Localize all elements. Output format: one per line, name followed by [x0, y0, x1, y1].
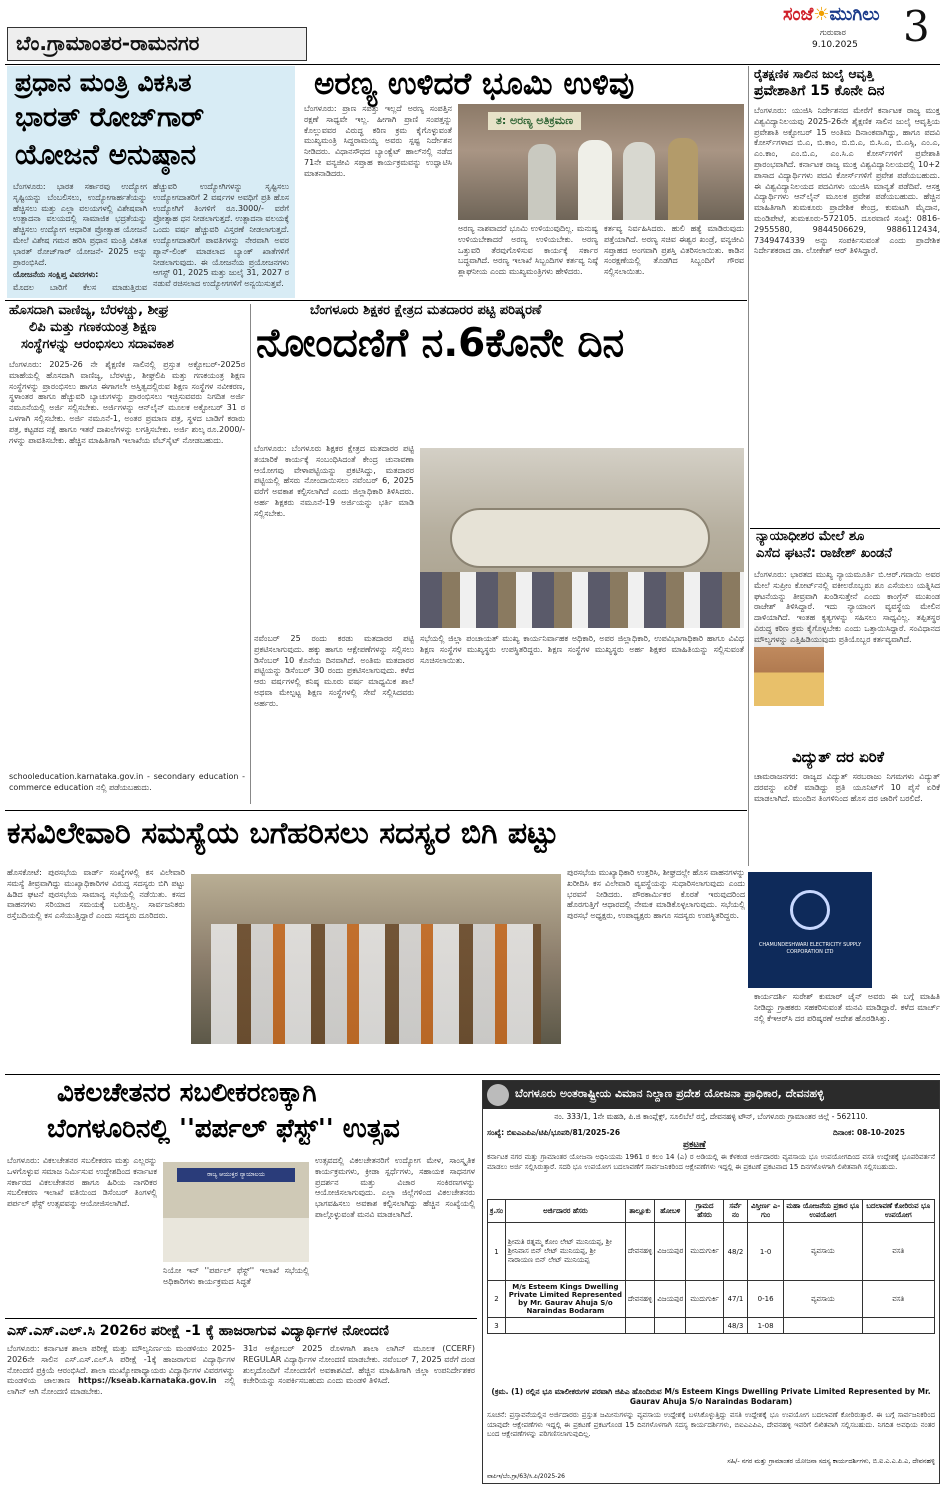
- body-col1: ಬೆಂಗಳೂರು: ಪ್ರಾಣ ಸಪತ್ತು ಇಲ್ಲದೆ ಅರಣ್ಯ ಸಂಪತ್ತಿನ ರಕ್ಷಣೆ ಸಾಧ್ಯವೇ ಇಲ್ಲ. ಹೀಗಾಗಿ ಪ್ರಾಣಿ ಸಂಪತ್ತನ್ನು ಕೊಲ್ಲುವವರ ವಿರುದ್ಧ ಕಠಿಣ ಕ್ರಮ ಕೈಗೊಳ್ಳುವಂತೆ ಮುಖ್ಯಮಂತ್ರಿ ಸಿದ್ದರಾಮಯ್ಯ ಅವರು ಸ್ಪಷ್ಟ ನಿರ್ದೇಶನ ನೀಡಿದರು. ವಿಧಾನಸೌಧದ ಬ್ಯಾಂಕ್ವೆಟ್ ಹಾಲ್‌ನಲ್ಲಿ ನಡೆದ 71ನೇ ವನ್ಯಜೀವಿ ಸಪ್ತಾಹ ಕಾರ್ಯಕ್ರಮವನ್ನು ಉದ್ಘಾಟಿಸಿ ಮಾತನಾಡಿದರು.: [304, 104, 452, 178]
- body-col1: ಬೆಂಗಳೂರು: ಬೆಂಗಳೂರು ಶಿಕ್ಷಕರ ಕ್ಷೇತ್ರದ ಮತದಾರರ ಪಟ್ಟಿ ತಯಾರಿಕೆ ಕಾರ್ಯಕ್ಕೆ ಸಂಬಂಧಿಸಿದಂತೆ ಕೇಂದ್ರ ಚುನಾವಣಾ ಆಯೋಗವು ವೇಳಾಪಟ್ಟಿಯನ್ನು ಪ್ರಕಟಿಸಿದ್ದು, ಮತದಾರರ ಪಟ್ಟಿಯಲ್ಲಿ ಹೆಸರು ನೋಂದಾಯಿಸಲು ನವೆಂಬರ್ 6, 2025 ವರೆಗೆ ಅವಕಾಶ ಕಲ್ಪಿಸಲಾಗಿದೆ ಎಂದು ಜಿಲ್ಲಾಧಿಕಾರಿ ತಿಳಿಸಿದರು. ಅರ್ಹ ಶಿಕ್ಷಕರು ನಮೂನೆ-19 ಅರ್ಜಿಯನ್ನು ಭರ್ತಿ ಮಾಡಿ ಸಲ್ಲಿಸಬೇಕು.: [254, 444, 414, 518]
- column-header: ಅರ್ಜಿದಾರರ ಹೆಸರು: [505, 1200, 625, 1223]
- story-ksou: [752, 66, 942, 526]
- council-photo: [191, 874, 561, 1044]
- cell-survey: 48/2: [723, 1223, 747, 1281]
- headline-line2: ಎಸೆದ ಘಟನೆ: ರಾಜೇಶ್ ಖಂಡನೆ: [756, 546, 892, 561]
- body-col2: ನವೆಂಬರ್ 25 ರಂದು ಕರಡು ಮತದಾರರ ಪಟ್ಟಿ ಪ್ರಕಟಿಸಲಾಗುವುದು. ಹಕ್ಕು ಹಾಗೂ ಆಕ್ಷೇಪಣೆಗಳನ್ನು ಸಲ್ಲಿಸಲು ಡಿಸೆಂಬರ್ 10 ಕೊನೆಯ ದಿನವಾಗಿದೆ. ಅಂತಿಮ ಮತದಾರರ ಪಟ್ಟಿಯನ್ನು ಡಿಸೆಂಬರ್ 30 ರಂದು ಪ್ರಕಟಿಸಲಾಗುವುದು. ಕಳೆದ ಆರು ವರ್ಷಗಳಲ್ಲಿ ಕನಿಷ್ಠ ಮೂರು ವರ್ಷ ಮಾಧ್ಯಮಿಕ ಶಾಲೆ ಅಥವಾ ಮೇಲ್ಪಟ್ಟ ಶಿಕ್ಷಣ ಸಂಸ್ಥೆಗಳಲ್ಲಿ ಸೇವೆ ಸಲ್ಲಿಸಿದವರು ಅರ್ಹರು.: [254, 634, 414, 708]
- table-row: [488, 1318, 935, 1334]
- body-col2: ಉತ್ಸವದಲ್ಲಿ ವಿಕಲಚೇತನರಿಗೆ ಉದ್ಯೋಗ ಮೇಳ, ಸಾಂಸ್ಕೃತಿಕ ಕಾರ್ಯಕ್ರಮಗಳು, ಕ್ರೀಡಾ ಸ್ಪರ್ಧೆಗಳು, ಸಹಾಯಕ ಸಾಧನಗಳ ಪ್ರದರ್ಶನ ಮತ್ತು ವಿಚಾರ ಸಂಕಿರಣಗಳನ್ನು ಆಯೋಜಿಸಲಾಗುವುದು. ಎಲ್ಲಾ ಜಿಲ್ಲೆಗಳಿಂದ ವಿಕಲಚೇತನರು ಭಾಗವಹಿಸಲು ಅವಕಾಶ ಕಲ್ಪಿಸಲಾಗಿದ್ದು ಹೆಚ್ಚಿನ ಸಂಖ್ಯೆಯಲ್ಲಿ ಪಾಲ್ಗೊಳ್ಳುವಂತೆ ಮನವಿ ಮಾಡಲಾಗಿದೆ.: [315, 1156, 475, 1219]
- person-figure: [623, 142, 655, 220]
- divider: [5, 1074, 940, 1075]
- sun-icon: ☀: [813, 4, 830, 25]
- body-col2: 31ರ ಅಕ್ಟೋಬರ್ 2025 ರೊಳಗಾಗಿ ಶಾಲಾ ಲಾಗಿನ್ ಮೂಲಕ (CCERF) REGULAR ವಿದ್ಯಾರ್ಥಿಗಳ ನೋಂದಣಿ ಮಾಡಬೇಕು. ನವೆಂಬರ್ 7, 2025 ವರೆಗೆ ದಂಡ ಶುಲ್ಕದೊಂದಿಗೆ ನೋಂದಣಿಗೆ ಅವಕಾಶವಿದೆ. ಹೆಚ್ಚಿನ ಮಾಹಿತಿಗಾಗಿ ಜಿಲ್ಲಾ ಉಪನಿರ್ದೇಶಕರ ಕಚೇರಿಯನ್ನು ಸಂಪರ್ಕಿಸಬಹುದು ಎಂದು ಮಂಡಳಿ ತಿಳಿಸಿದೆ.: [243, 1344, 475, 1386]
- body: ಚಾಮರಾಜನಗರ: ರಾಜ್ಯದ ವಿದ್ಯುತ್ ಸರಬರಾಜು ನಿಗಮಗಳು ವಿದ್ಯುತ್ ದರವನ್ನು ಏರಿಕೆ ಮಾಡಿದ್ದು ಪ್ರತಿ ಯೂನಿಟ್‌ಗೆ 10 ಪೈಸೆ ಏರಿಕೆ ಮಾಡಲಾಗಿದೆ. ಮುಂದಿನ ತಿಂಗಳಿನಿಂದ ಹೊಸ ದರ ಜಾರಿಗೆ ಬರಲಿದೆ.: [754, 772, 940, 803]
- page-number: 3: [903, 2, 930, 51]
- column-header: ವಿಸ್ತೀರ್ಣ ಎ-ಗುಂ: [748, 1200, 784, 1223]
- body-col1: ಹೊಸಕೋಟೆ: ಪುರಸಭೆಯ ವಾರ್ಡ್ ಸಂಖ್ಯೆಗಳಲ್ಲಿ ಕಸ ವಿಲೇವಾರಿ ಸಮಸ್ಯೆ ತೀವ್ರವಾಗಿದ್ದು ಮುಖ್ಯಾಧಿಕಾರಿಗಳ ವಿರುದ್ಧ ಸದಸ್ಯರು ಬಿಗಿ ಪಟ್ಟು ಹಿಡಿದ ಘಟನೆ ಪುರಸಭೆಯ ಸಾಮಾನ್ಯ ಸಭೆಯಲ್ಲಿ ನಡೆಯಿತು. ಕಸದ ವಾಹನಗಳು ಸರಿಯಾದ ಸಮಯಕ್ಕೆ ಬರುತ್ತಿಲ್ಲ. ಸಾರ್ವಜನಿಕರು ರಸ್ತೆಬದಿಯಲ್ಲಿ ಕಸ ಎಸೆಯುತ್ತಿದ್ದಾರೆ ಎಂದು ಸದಸ್ಯರು ದೂರಿದರು.: [7, 868, 185, 921]
- url-link[interactable]: https://kseab.karnataka.gov.in: [78, 1376, 217, 1386]
- notice-title: ಬೆಂಗಳೂರು ಅಂತರಾಷ್ಟ್ರೀಯ ವಿಮಾನ ನಿಲ್ದಾಣ ಪ್ರದೇಶ ಯೋಜನಾ ಪ್ರಾಧಿಕಾರ, ದೇವನಹಳ್ಳಿ: [515, 1087, 824, 1100]
- notice-signature: ಸಹಿ/- ನಗರ ಮತ್ತು ಗ್ರಾಮಾಂತರ ಯೋಜನಾ ಸದಸ್ಯ ಕಾರ್ಯದರ್ಶಿಗಳು, ಬಿ.ಐ.ಎ.ಎ.ಪಿ.ಎ, ದೇವನಹಳ್ಳಿ: [727, 1457, 935, 1465]
- cell-taluk: [625, 1318, 654, 1334]
- notice-dipr: ವಾಪಿಇ/ಬೆಂ.ಗ್ರಾ/63/ಸಿ.ಪಿ/2025-26: [487, 1473, 565, 1480]
- notice-footnote: (ಕ್ರಮ. (1) ರಲ್ಲಿನ ಭೂ ಮಾಲೀಕರುಗಳ ಪರವಾಗಿ ಜಿಪಿಎ ಹೊಂದಿರುವ M/s Esteem Kings Dwelling Private Limited Represented by Mr. Gaurav Ahuja S/o Naraindas Bodaram): [491, 1387, 931, 1406]
- column-divider: [250, 304, 251, 804]
- body2: ಕಾರ್ಯದರ್ಶಿ ಸುರೇಶ್ ಕುಮಾರ್ ಜೈನ್ ಅವರು ಈ ಬಗ್ಗೆ ಮಾಹಿತಿ ನೀಡಿದ್ದು ಗ್ರಾಹಕರು ಸಹಕರಿಸುವಂತೆ ಮನವಿ ಮಾಡಿದ್ದಾರೆ. ಕಳೆದ ಮಾರ್ಚ್ ನಲ್ಲಿ ಕೆಇಆರ್‌ಸಿ ದರ ಪರಿಷ್ಕರಣೆ ಆದೇಶ ಹೊರಡಿಸಿತ್ತು.: [754, 992, 940, 1023]
- meeting-photo: [163, 1162, 309, 1262]
- cell-change: [862, 1318, 934, 1334]
- cell-taluk: ದೇವನಹಳ್ಳಿ: [625, 1281, 654, 1318]
- headline: ಪ್ರವೇಶಾತಿಗೆ 15 ಕೊನೇ ದಿನ: [754, 83, 885, 99]
- notice-date: ದಿನಾಂಕ: 08-10-2025: [833, 1128, 905, 1137]
- headline-line3: ಸಂಸ್ಥೆಗಳನ್ನು ಆರಂಭಿಸಲು ಸದಾವಕಾಶ: [21, 337, 174, 352]
- masthead-logo: [783, 4, 901, 28]
- column-header: ಹೋಬಳಿ: [655, 1200, 686, 1223]
- headline-line1: ಹೊಸದಾಗಿ ವಾಣಿಜ್ಯ, ಬೆರಳಚ್ಚು, ಶೀಘ್ರ: [9, 303, 169, 318]
- cell-no: 1: [488, 1223, 506, 1281]
- cell-landuse: ವ್ಯವಸಾಯ: [784, 1281, 862, 1318]
- cell-area: 1-0: [748, 1223, 784, 1281]
- story-sslc-registration: [7, 1320, 477, 1488]
- headline: ನೋಂದಣಿಗೆ ನ.6ಕೊನೇ ದಿನ: [256, 321, 625, 366]
- divider: [5, 1318, 477, 1319]
- column-header: ಕ್ರ.ಸಂ: [488, 1200, 506, 1223]
- logo-left: ಸಂಜೆ: [783, 4, 814, 25]
- people-group: [211, 924, 541, 1044]
- cell-no: 2: [488, 1281, 506, 1318]
- masthead-day: ಗುರುವಾರ: [820, 28, 846, 37]
- story-purple-fest: [7, 1078, 477, 1316]
- masthead-date: 9.10.2025: [812, 40, 858, 50]
- divider: [5, 300, 747, 301]
- divider: [5, 810, 747, 811]
- headline-line1: ವಿಕಲಚೇತನರ ಸಬಲೀಕರಣಕ್ಕಾಗಿ: [57, 1078, 317, 1108]
- body-text: ನಲ್ಲಿ ಲಾಗಿನ್ ಆಗಿ ನೋಂದಣಿ ಮಾಡಬೇಕು.: [7, 1376, 235, 1397]
- headline-line2: ಲಿಪಿ ಮತ್ತು ಗಣಕಯಂತ್ರ ಶಿಕ್ಷಣ: [29, 320, 157, 335]
- body-col2: ಅರಣ್ಯ ನಾಶವಾದರೆ ಭೂಮಿ ಉಳಿಯುವುದಿಲ್ಲ. ಮನುಷ್ಯ ಉಳಿಯಬೇಕಾದರೆ ಅರಣ್ಯ ಉಳಿಯಬೇಕು. ಅರಣ್ಯ ಒತ್ತುವರಿ ತೆರವುಗೊಳಿಸುವ ಕಾರ್ಯಕ್ಕೆ ಸರ್ಕಾರ ಬದ್ಧವಾಗಿದೆ. ಅರಣ್ಯ ಇಲಾಖೆ ಸಿಬ್ಬಂದಿಗಳ ಕರ್ತವ್ಯ ನಿಷ್ಠೆ ಶ್ಲಾಘನೀಯ ಎಂದು ಮುಖ್ಯಮಂತ್ರಿಗಳು ಹೇಳಿದರು.: [458, 224, 598, 277]
- person-figure: [668, 138, 698, 220]
- headline-line1: ಪ್ರಧಾನ ಮಂತ್ರಿ ವಿಕಸಿತ: [15, 68, 192, 97]
- cesc-emblem-icon: [790, 890, 830, 930]
- meeting-photo: [420, 448, 744, 628]
- body: ಬೆಂಗಳೂರು: ಯುಜಿಸಿ ನಿರ್ದೇಶನದ ಮೇರೆಗೆ ಕರ್ನಾಟಕ ರಾಜ್ಯ ಮುಕ್ತ ವಿಶ್ವವಿದ್ಯಾನಿಲಯವು 2025-26ನೇ ಶೈಕ್ಷಣಿಕ ಸಾಲಿನ ಜುಲೈ ಆವೃತ್ತಿಯ ಪ್ರವೇಶಾತಿ ಅಕ್ಟೋಬರ್ 15 ಅಂತಿಮ ದಿನಾಂಕವಾಗಿದ್ದು, ಹಾಗೂ ಪದವಿ ಕೋರ್ಸ್‌ಗಳಾದ ಬಿ.ಎ, ಬಿ.ಕಾಂ, ಬಿ.ಬಿ.ಎ, ಬಿ.ಸಿ.ಎ, ಬಿ.ಎಸ್ಸಿ, ಎಂ.ಎ, ಎಂ.ಕಾಂ, ಎಂ.ಬಿ.ಎ, ಎಂ.ಸಿ.ಎ ಕೋರ್ಸ್‌ಗಳಿಗೆ ಪ್ರವೇಶಾತಿ ಪ್ರಾರಂಭವಾಗಿದೆ. ಕರ್ನಾಟಕ ರಾಜ್ಯ ಮುಕ್ತ ವಿಶ್ವವಿದ್ಯಾನಿಲಯದಲ್ಲಿ 10+2 ಪಾಸಾದ ವಿದ್ಯಾರ್ಥಿಗಳು ಪದವಿ ಕೋರ್ಸ್‌ಗಳಿಗೆ ಪ್ರವೇಶ ಪಡೆಯಬಹುದು. ಈ ವಿಶ್ವವಿದ್ಯಾನಿಲಯದ ಪದವಿಗಳು ಯುಜಿಸಿ ಮಾನ್ಯತೆ ಪಡೆದಿವೆ. ಆಸಕ್ತ ವಿದ್ಯಾರ್ಥಿಗಳು ಆನ್‌ಲೈನ್ ಮೂಲಕ ಪ್ರವೇಶ ಪಡೆಯಬಹುದು. ಹೆಚ್ಚಿನ ಮಾಹಿತಿಗಾಗಿ ತುಮಕೂರು ಪ್ರಾದೇಶಿಕ ಕೇಂದ್ರ, ಕುಮಟಗಿ ಮೈದಾನ, ಮಂಡಿಪೇಟೆ, ತುಮಕೂರು-572105. ದೂರವಾಣಿ ಸಂಖ್ಯೆ: 0816-2955580, 9844506629, 9886112434, 7349474339 ಅನ್ನು ಸಂಪರ್ಕಿಸುವಂತೆ ಎಂದು ಪ್ರಾದೇಶಿಕ ನಿರ್ದೇಶಕರಾದ ಡಾ. ಲೋಕೇಶ್ ಆರ್ ತಿಳಿಸಿದ್ದಾರೆ.: [754, 106, 940, 256]
- cesc-caption: CHAMUNDESHWARI ELECTRICITY SUPPLY CORPORATION LTD: [758, 942, 862, 955]
- column-header: ತಾಲ್ಲೂಕು: [625, 1200, 654, 1223]
- body-col1: ಬೆಂಗಳೂರು: ವಿಕಲಚೇತನರ ಸಬಲೀಕರಣ ಮತ್ತು ಎಲ್ಲರನ್ನು ಒಳಗೊಳ್ಳುವ ಸಮಾಜ ನಿರ್ಮಿಸುವ ಉದ್ದೇಶದಿಂದ ಕರ್ನಾಟಕ ಸರ್ಕಾರದ ವಿಕಲಚೇತನರ ಹಾಗೂ ಹಿರಿಯ ನಾಗರಿಕರ ಸಬಲೀಕರಣ ಇಲಾಖೆ ವತಿಯಿಂದ ಡಿಸೆಂಬರ್ ತಿಂಗಳಲ್ಲಿ ಪರ್ಪಲ್ ಫೆಸ್ಟ್ ಉತ್ಸವವನ್ನು ಆಯೋಜಿಸಲಾಗಿದೆ.: [7, 1156, 157, 1209]
- body: ಬೆಂಗಳೂರು: 2025-26 ನೇ ಶೈಕ್ಷಣಿಕ ಸಾಲಿನಲ್ಲಿ ಪ್ರಸ್ತುತ ಅಕ್ಟೋಬರ್-2025ರ ಮಾಹೆಯಲ್ಲಿ ಹೊಸದಾಗಿ ವಾಣಿಜ್ಯ, ಬೆರಳಚ್ಚು, ಶೀಘ್ರಲಿಪಿ ಮತ್ತು ಗಣಕಯಂತ್ರ ಶಿಕ್ಷಣ ಸಂಸ್ಥೆಗಳನ್ನು ಪ್ರಾರಂಭಿಸಲು ಹಾಗೂ ಈಗಾಗಲೇ ಅಸ್ತಿತ್ವದಲ್ಲಿರುವ ಶಿಕ್ಷಣ ಸಂಸ್ಥೆಗಳ ನವೀಕರಣ, ಸ್ಥಳಾಂತರ ಹಾಗೂ ಹೆಚ್ಚುವರಿ ಬ್ಯಾಚುಗಳನ್ನು ಪ್ರಾರಂಭಿಸಲು ಇಚ್ಛಿಸುವವರು ನಿಗದಿತ ಅರ್ಜಿ ನಮೂನೆಯಲ್ಲಿ ಅರ್ಜಿ ಸಲ್ಲಿಸಬೇಕು. ಅರ್ಜಿಗಳನ್ನು ಆನ್‌ಲೈನ್ ಮೂಲಕ ಅಕ್ಟೋಬರ್ 31 ರ ಒಳಗಾಗಿ ಸಲ್ಲಿಸಬೇಕು. ಅರ್ಜಿ ನಮೂನೆ-1, ಅಂತರ ಪ್ರಮಾಣ ಪತ್ರ, ಸ್ಥಳದ ಬಾಡಿಗೆ ಕರಾರು ಪತ್ರ, ಕಟ್ಟಡದ ನಕ್ಷೆ ಹಾಗೂ ಇತರೆ ದಾಖಲೆಗಳನ್ನು ಲಗತ್ತಿಸಬೇಕು. ಅರ್ಜಿ ಶುಲ್ಕ ರೂ.2000/- ಗಳನ್ನು ಪಾವತಿಸಬೇಕು. ಹೆಚ್ಚಿನ ಮಾಹಿತಿಗಾಗಿ ಇಲಾಖೆಯ ವೆಬ್‌ಸೈಟ್ ನೋಡಬಹುದು.: [9, 360, 245, 445]
- person-figure: [578, 140, 612, 220]
- story-forest: [300, 66, 746, 298]
- emblem-icon: [487, 1084, 509, 1106]
- story-commerce-education: [7, 304, 247, 804]
- body-col2: ಪುರಸಭೆಯ ಮುಖ್ಯಾಧಿಕಾರಿ ಉತ್ತರಿಸಿ, ಶೀಘ್ರದಲ್ಲೇ ಹೊಸ ವಾಹನಗಳನ್ನು ಖರೀದಿಸಿ ಕಸ ವಿಲೇವಾರಿ ವ್ಯವಸ್ಥೆಯನ್ನು ಸುಧಾರಿಸಲಾಗುವುದು ಎಂದು ಭರವಸೆ ನೀಡಿದರು. ಪೌರಕಾರ್ಮಿಕರ ಕೊರತೆ ಇರುವುದರಿಂದ ಹೊರಗುತ್ತಿಗೆ ಆಧಾರದಲ್ಲಿ ನೇಮಕ ಮಾಡಿಕೊಳ್ಳಲಾಗುವುದು. ಸಭೆಯಲ್ಲಿ ಪುರಸಭೆ ಅಧ್ಯಕ್ಷರು, ಉಪಾಧ್ಯಕ್ಷರು ಹಾಗೂ ಸದಸ್ಯರು ಉಪಸ್ಥಿತರಿದ್ದರು.: [567, 868, 745, 921]
- cell-village: ಮುದುಗುರ್ಕಿ: [686, 1223, 723, 1281]
- table-shape: [450, 508, 710, 568]
- notice-intro: ಕರ್ನಾಟಕ ನಗರ ಮತ್ತು ಗ್ರಾಮಾಂತರ ಯೋಜನಾ ಅಧಿನಿಯಮ 1961 ರ ಕಲಂ 14 (ಎ) ರ ಅಡಿಯಲ್ಲಿ ಈ ಕೆಳಕಂಡ ಅರ್ಜಿದಾರರು ವ್ಯವಸಾಯ ಭೂ ಉಪಯೋಗದಿಂದ ವಸತಿ ಉದ್ದೇಶಕ್ಕೆ ಭೂಪರಿವರ್ತನೆ ಮಾಡಲು ಅರ್ಜಿ ಸಲ್ಲಿಸಿರುತ್ತಾರೆ. ಸದರಿ ಭೂ ಉಪಯೋಗ ಬದಲಾವಣೆಗೆ ಸಾರ್ವಜನಿಕರಿಂದ ಆಕ್ಷೇಪಣೆಗಳು ಇದ್ದಲ್ಲಿ ಈ ಪ್ರಕಟಣೆ ಪ್ರಕಟವಾದ 15 ದಿನಗಳೊಳಗಾಗಿ ಲಿಖಿತವಾಗಿ ಸಲ್ಲಿಸಬಹುದು.: [487, 1153, 935, 1171]
- kicker: ಬೆಂಗಳೂರು ಶಿಕ್ಷಕರ ಕ್ಷೇತ್ರದ ಮತದಾರರ ಪಟ್ಟಿ ಪರಿಷ್ಕರಣೆ: [310, 303, 542, 318]
- person-figure: [528, 144, 556, 220]
- kicker: ರೈತ‌ಕ್ಷಣಿಕ ಸಾಲಿನ ಜುಲೈ ಆವೃತ್ತಿ: [754, 67, 874, 81]
- cell-village: ಮುದುಗುರ್ಕಿ: [686, 1281, 723, 1318]
- cell-change: ವಸತಿ: [862, 1223, 934, 1281]
- notice-body: ಸೂಚನೆ: ಪ್ರಸ್ತಾವನೆಯಲ್ಲಿನ ಅರ್ಜಿದಾರರು ಪ್ರಸ್ತುತ ಜಮೀನುಗಳನ್ನು ವ್ಯವಸಾಯ ಉದ್ದೇಶಕ್ಕೆ ಬಳಸಿಕೊಳ್ಳುತ್ತಿದ್ದು ವಸತಿ ಉದ್ದೇಶಕ್ಕೆ ಭೂ ಉಪಯೋಗ ಬದಲಾವಣೆ ಕೋರಿರುತ್ತಾರೆ. ಈ ಬಗ್ಗೆ ಸಾರ್ವಜನಿಕರಿಂದ ಯಾವುದೇ ಆಕ್ಷೇಪಣೆಗಳು ಇದ್ದಲ್ಲಿ ಈ ಪ್ರಕಟಣೆ ಪ್ರಕಟಗೊಂಡ 15 ದಿನಗಳೊಳಗಾಗಿ ಸದಸ್ಯ ಕಾರ್ಯದರ್ಶಿಗಳು, ಬಿಐಎಎಪಿಎ, ದೇವನಹಳ್ಳಿ ಇವರಿಗೆ ಲಿಖಿತವಾಗಿ ಸಲ್ಲಿಸಬಹುದು. ನಿಗದಿತ ಅವಧಿಯ ನಂತರ ಬಂದ ಆಕ್ಷೇಪಣೆಗಳನ್ನು ಪರಿಗಣಿಸಲಾಗುವುದಿಲ್ಲ.: [487, 1411, 935, 1438]
- column-divider: [748, 66, 749, 866]
- cell-name: [505, 1318, 625, 1334]
- headline-line3: ಯೋಜನೆ ಅನುಷ್ಠಾನ: [15, 138, 197, 171]
- notice-label: ಪ್ರಕಟಣೆ: [683, 1140, 706, 1150]
- headline-line1: ನ್ಯಾಯಾಧೀಶರ ಮೇಲೆ ಶೂ: [756, 529, 865, 544]
- headline: ಅರಣ್ಯ ಉಳಿದರೆ ಭೂಮಿ ಉಳಿವು: [314, 66, 635, 102]
- cell-name: M/s Esteem Kings Dwelling Private Limited Represented by Mr. Gaurav Ahuja S/o Naraindas Bodaram: [505, 1281, 625, 1318]
- headline-line2: ಭಾರತ್ ರೋಜ್‌ಗಾರ್: [15, 102, 205, 133]
- table-row: [488, 1281, 935, 1318]
- table-header-row: [488, 1200, 935, 1223]
- cesc-logo: [748, 872, 872, 988]
- cell-landuse: [784, 1318, 862, 1334]
- cell-hobli: ವಿಜಯಪುರ: [655, 1223, 686, 1281]
- body: ಬೆಂಗಳೂರು: ಭಾರತದ ಮುಖ್ಯ ನ್ಯಾಯಮೂರ್ತಿ ಬಿ.ಆರ್.ಗವಾಯಿ ಅವರ ಮೇಲೆ ಸುಪ್ರೀಂ ಕೋರ್ಟ್‌ನಲ್ಲಿ ವಕೀಲರೊಬ್ಬರು ಶೂ ಎಸೆಯಲು ಯತ್ನಿಸಿದ ಘಟನೆಯನ್ನು ತೀವ್ರವಾಗಿ ಖಂಡಿಸುತ್ತೇನೆ ಎಂದು ಕಾಂಗ್ರೆಸ್ ಮುಖಂಡ ರಾಜೇಶ್ ತಿಳಿಸಿದ್ದಾರೆ. ಇದು ನ್ಯಾಯಾಂಗ ವ್ಯವಸ್ಥೆಯ ಮೇಲಿನ ದಾಳಿಯಾಗಿದೆ. ಇಂತಹ ಕೃತ್ಯಗಳನ್ನು ಸಹಿಸಲು ಸಾಧ್ಯವಿಲ್ಲ. ತಪ್ಪಿತಸ್ಥರ ವಿರುದ್ಧ ಕಠಿಣ ಕ್ರಮ ಕೈಗೊಳ್ಳಬೇಕು ಎಂದು ಒತ್ತಾಯಿಸಿದ್ದಾರೆ. ಸಂವಿಧಾನದ ಮೌಲ್ಯಗಳನ್ನು ಎತ್ತಿಹಿಡಿಯುವುದು ಪ್ರತಿಯೊಬ್ಬರ ಕರ್ತವ್ಯವಾಗಿದೆ.: [754, 570, 940, 644]
- section-tag: ಬೆಂ.ಗ್ರಾಮಾಂತರ-ರಾಮನಗರ: [7, 27, 307, 61]
- story-teachers-constituency: [254, 304, 746, 804]
- cell-no: 3: [488, 1318, 506, 1334]
- body-col2: ಹೆಚ್ಚುವರಿ ಉದ್ಯೋಗಿಗಳನ್ನು ಸೃಷ್ಟಿಸಲು ಉದ್ಯೋಗದಾತರಿಗೆ 2 ವರ್ಷಗಳ ಅವಧಿಗೆ ಪ್ರತಿ ಹೊಸ ಉದ್ಯೋಗಿಗೆ ತಿಂಗಳಿಗೆ ರೂ.3000/- ವರೆಗೆ ಪ್ರೋತ್ಸಾಹ ಧನ ನೀಡಲಾಗುತ್ತದೆ. ಉತ್ಪಾದನಾ ವಲಯಕ್ಕೆ ಒಂದು ವರ್ಷ ಹೆಚ್ಚುವರಿ ವಿಸ್ತರಣೆ ನೀಡಲಾಗುತ್ತದೆ. ಉದ್ಯೋಗದಾತರಿಗೆ ಪಾವತಿಗಳನ್ನು ನೇರವಾಗಿ ಅವರ ಪ್ಯಾನ್-ಲಿಂಕ್ ಮಾಡಲಾದ ಬ್ಯಾಂಕ್ ಖಾತೆಗಳಿಗೆ ನೀಡಲಾಗುವುದು. ಈ ಯೋಜನೆಯ ಪ್ರಯೋಜನಗಳು ಆಗಸ್ಟ್ 01, 2025 ಮತ್ತು ಜುಲೈ 31, 2027 ರ ನಡುವೆ ರಚಿಸಲಾದ ಉದ್ಯೋಗಗಳಿಗೆ ಅನ್ವಯಿಸುತ್ತವೆ.: [153, 182, 289, 289]
- cell-survey: 48/3: [723, 1318, 747, 1334]
- column-header: ಬದಲಾವಣೆ ಕೋರಿರುವ ಭೂ ಉಪಯೋಗ: [862, 1200, 934, 1223]
- event-photo: [458, 104, 744, 220]
- notice-ref: ಸಂಖ್ಯೆ: ಬಿಐಎಎಪಿಎ/ಟಿಪಿ/ಭೂಪರಿ/81/2025-26: [487, 1128, 621, 1137]
- cell-change: ವಸತಿ: [862, 1281, 934, 1318]
- headline: ಕಸವಿಲೇವಾರಿ ಸಮಸ್ಯೆಯ ಬಗೆಹರಿಸಲು ಸದಸ್ಯರ ಬಿಗಿ ಪಟ್ಟು: [7, 816, 559, 851]
- column-header: ಮಹಾ ಯೋಜನೆಯ ಪ್ರಕಾರ ಭೂ ಉಪಯೋಗ: [784, 1200, 862, 1223]
- sub-heading: ಯೋಜನೆಯ ಸಂಕ್ಷಿಪ್ತ ವಿವರಗಳು:: [13, 270, 99, 280]
- story-garbage-disposal: [7, 814, 747, 1072]
- cell-hobli: ವಿಜಯಪುರ: [655, 1281, 686, 1318]
- column-header: ಗ್ರಾಮದ ಹೆಸರು: [686, 1200, 723, 1223]
- headline: ವಿದ್ಯುತ್ ದರ ಏರಿಕೆ: [792, 748, 885, 766]
- cell-taluk: ದೇವನಹಳ್ಳಿ: [625, 1223, 654, 1281]
- url-text[interactable]: schooleducation.karnataka.gov.in - secondary education - commerce education ನಲ್ಲಿ ಪಡೆಯಬಹುದು.: [9, 772, 245, 792]
- body-text: ಬೆಂಗಳೂರು: ಕರ್ನಾಟಕ ಶಾಲಾ ಪರೀಕ್ಷೆ ಮತ್ತು ಮೌಲ್ಯನಿರ್ಣಯ ಮಂಡಳಿಯು 2025-2026ನೇ ಸಾಲಿನ ಎಸ್.ಎಸ್.ಎಲ್.ಸಿ ಪರೀಕ್ಷೆ -1ಕ್ಕೆ ಹಾಜರಾಗುವ ವಿದ್ಯಾರ್ಥಿಗಳ ನೋಂದಣಿ ಪ್ರಕ್ರಿಯೆ ಆರಂಭಿಸಿದೆ. ಶಾಲಾ ಮುಖ್ಯೋಪಾಧ್ಯಾಯರು ವಿದ್ಯಾರ್ಥಿಗಳ ವಿವರಗಳನ್ನು ಮಂಡಳಿಯ ಜಾಲತಾಣ: [7, 1344, 235, 1386]
- story-electricity: [752, 750, 942, 1066]
- headline: ಎಸ್.ಎಸ್.ಎಲ್.ಸಿ 2026ರ ಪರೀಕ್ಷೆ -1 ಕ್ಕೆ ಹಾಜರಾಗುವ ವಿದ್ಯಾರ್ಥಿಗಳ ನೋಂದಣಿ: [7, 1323, 389, 1339]
- body-col3: ಸಭೆಯಲ್ಲಿ ಜಿಲ್ಲಾ ಪಂಚಾಯತ್ ಮುಖ್ಯ ಕಾರ್ಯನಿರ್ವಾಹಕ ಅಧಿಕಾರಿ, ಅಪರ ಜಿಲ್ಲಾಧಿಕಾರಿ, ಉಪವಿಭಾಗಾಧಿಕಾರಿ ಹಾಗೂ ವಿವಿಧ ಶಿಕ್ಷಣ ಸಂಸ್ಥೆಗಳ ಮುಖ್ಯಸ್ಥರು ಉಪಸ್ಥಿತರಿದ್ದರು. ಶಿಕ್ಷಣ ಸಂಸ್ಥೆಗಳ ಮುಖ್ಯಸ್ಥರು ಅರ್ಹ ಶಿಕ್ಷಕರ ಮಾಹಿತಿಯನ್ನು ಸಲ್ಲಿಸುವಂತೆ ಸೂಚಿಸಲಾಯಿತು.: [420, 634, 744, 665]
- body-col1: [13, 182, 147, 294]
- cell-area: 1-08: [748, 1318, 784, 1334]
- cell-name: ಶ್ರೀಮತಿ ರತ್ನಮ್ಮ ಕೋಂ ಲೇಟ್ ಮುನಿಯಪ್ಪ, ಶ್ರೀ ಶ್ರೀನಿವಾಸ ಬಿನ್ ಲೇಟ್ ಮುನಿಯಪ್ಪ, ಶ್ರೀ ನಾರಾಯಣ ಬಿನ್ ಲೇಟ್ ಮುನಿಯಪ್ಪ: [505, 1223, 625, 1281]
- notice-header: [483, 1081, 939, 1109]
- story-shoe-incident: [752, 530, 942, 746]
- cell-area: 0-16: [748, 1281, 784, 1318]
- photo-banner: ತ: ಅರಣ್ಯ ಅತಿಕ್ರಮಣ: [488, 112, 581, 130]
- cell-survey: 47/1: [723, 1281, 747, 1318]
- table-shape: [163, 1218, 309, 1262]
- body-text: ಮೊದಲ ಬಾರಿಗೆ ಕೆಲಸ ಮಾಡುತ್ತಿರುವ: [13, 283, 147, 293]
- landuse-table: [487, 1199, 935, 1334]
- body-col3: ಕರ್ತವ್ಯ ನಿರ್ವಹಿಸಿದರು. ಹುಲಿ ಹತ್ಯೆ ಮಾಡಿರುವುದು ಪತ್ತೆಯಾಗಿದೆ. ಅರಣ್ಯ ಸಚಿವ ಈಶ್ವರ ಖಂಡ್ರೆ, ವನ್ಯಜೀವಿ ಸಪ್ತಾಹದ ಅಂಗವಾಗಿ ಪ್ರಶಸ್ತಿ ವಿತರಿಸಲಾಯಿತು. ಕಾಡಿನ ಸಂರಕ್ಷಣೆಯಲ್ಲಿ ತೊಡಗಿದ ಸಿಬ್ಬಂದಿಗೆ ಗೌರವ ಸಲ್ಲಿಸಲಾಯಿತು.: [604, 224, 744, 277]
- body-col1: [7, 1344, 235, 1486]
- column-header: ಸರ್ವೆ ನಂ: [723, 1200, 747, 1223]
- top-rule: [5, 64, 940, 65]
- notice-biaapa: [482, 1080, 940, 1484]
- body-text: ಬೆಂಗಳೂರು: ಭಾರತ ಸರ್ಕಾರವು ಉದ್ಯೋಗ ಸೃಷ್ಟಿಯನ್ನು ಬೆಂಬಲಿಸಲು, ಉದ್ಯೋಗಾರ್ಹತೆಯನ್ನು ಹೆಚ್ಚಿಸಲು ಮತ್ತು ಎಲ್ಲಾ ವಲಯಗಳಲ್ಲಿ ವಿಶೇಷವಾಗಿ ಉತ್ಪಾದನಾ ವಲಯದಲ್ಲಿ ಸಾಮಾಜಿಕ ಭದ್ರತೆಯನ್ನು ಹೆಚ್ಚಿಸಲು ಉದ್ಯೋಗ ಆಧಾರಿತ ಪ್ರೋತ್ಸಾಹ ಯೋಜನೆ ಮೇಲೆ ವಿಶೇಷ ಗಮನ ಹರಿಸಿ ಪ್ರಧಾನ ಮಂತ್ರಿ ವಿಕಸಿತ ಭಾರತ್ ರೋಜ್‌ಗಾರ್ ಯೋಜನೆ- 2025 ಅನ್ನು ಪ್ರಾರಂಭಿಸಿದೆ.: [13, 182, 147, 267]
- people-row: [420, 572, 744, 628]
- table-row: [488, 1223, 935, 1281]
- photo-banner: ರಾಜ್ಯ ಆಯುಕ್ತರ ನ್ಯಾಯಾಲಯ: [177, 1168, 295, 1182]
- logo-right: ಮುಗಿಲು: [829, 4, 880, 25]
- notice-address: ನಂ. 333/1, 1ನೇ ಮಹಡಿ, ಪಿ.ಜಿ ಕಾಂಪ್ಲೆಕ್ಸ್, ಸೂಲಿಬೆಲೆ ರಸ್ತೆ, ದೇವನಹಳ್ಳಿ ಟೌನ್, ಬೆಂಗಳೂರು ಗ್ರಾಮಾಂತರ ಜಿಲ್ಲೆ - 562110.: [554, 1112, 868, 1121]
- cell-village: [686, 1318, 723, 1334]
- story-vikasit-bharat: [7, 66, 295, 298]
- photo-caption: ನಿಯೋ ಇನ್ ''ಪರ್ಪಲ್ ಫೆಸ್ಟ್'' ಇಲಾಖೆ ಸಭೆಯಲ್ಲಿ ಅಧಿಕಾರಿಗಳು ಕಾರ್ಯಕ್ರಮದ ಸಿದ್ಧತೆ: [163, 1266, 309, 1286]
- cell-landuse: ವ್ಯವಸಾಯ: [784, 1223, 862, 1281]
- cell-hobli: [655, 1318, 686, 1334]
- headline-line2: ಬೆಂಗಳೂರಿನಲ್ಲಿ ''ಪರ್ಪಲ್ ಫೆಸ್ಟ್'' ಉತ್ಸವ: [47, 1114, 400, 1144]
